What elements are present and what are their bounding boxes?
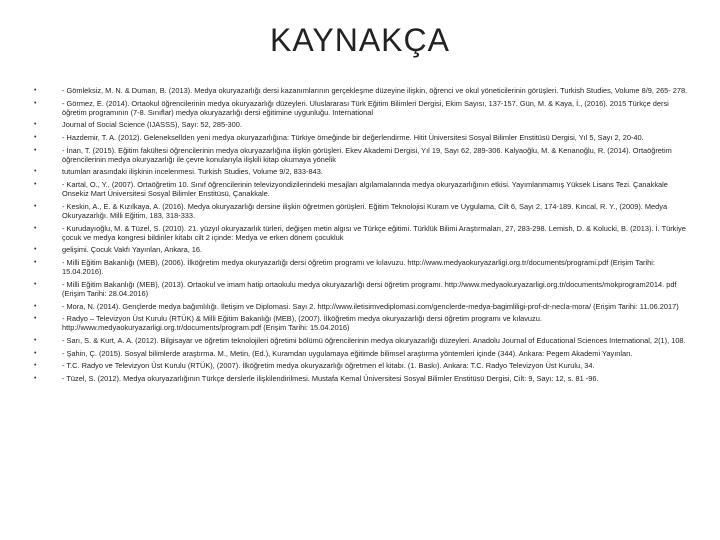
reference-item [34, 180, 694, 198]
reference-item [34, 349, 694, 358]
bullet-icon: • [34, 87, 37, 94]
reference-text: gelişimi. Çocuk Vakfı Yayınları, Ankara, 16. [62, 245, 203, 255]
reference-text: - Sarı, S. & Kurt, A. A. (2012). Bilgisayar ve öğretim teknolojileri öğretimi bölümü öğrencilerinin medya okuryazarlığı düzeyleri. Anadolu Journal of Educational Sciences International, 2(1), 108. [62, 335, 686, 345]
reference-item [34, 133, 694, 142]
reference-text: - Şahin, Ç. (2015). Sosyal bilimlerde araştırma. M., Metin, (Ed.), Kuramdan uygulamaya eğitimde bilimsel araştırma yöntemleri içinde (344). Ankara: Pegem Akademi Yayınları. [62, 348, 633, 358]
reference-text: - Milli Eğitim Bakanlığı (MEB), (2006). İlköğretim medya okuryazarlığı dersi öğretim programı ve kılavuzu. http://www.medyaokuryazarligi.org.tr/documents/programi.pdf (Erişim Tarihi: 15.04.2016). [62, 257, 658, 277]
reference-text: - Hazdemir, T. A. (2012). Geleneksellden yeni medya okuryazarlığına: Türkiye örneğinde bir değerlendirme. Hitit Üniversitesi Sosyal Bilimler Enstitüsü Dergisi, Yıl 5, Sayı 2, 20-40. [62, 132, 644, 142]
reference-text: - Milli Eğitim Bakanlığı (MEB), (2013). Ortaokul ve imam hatip ortaokulu medya okuryazarlığı dersi öğretim programı. http://www.medyaokuryazarligi.org.tr/documents/mokprogram2014. pdf (Erişim Tarihi: 28.04.2016) [62, 279, 679, 298]
reference-item [34, 302, 694, 311]
bullet-icon: • [34, 280, 37, 288]
reference-text: - Tüzel, S. (2012). Medya okuryazarlığının Türkçe derslerle ilişkilendirilmesi. Mustafa Kemal Üniversitesi Sosyal Bilimler Enstitüsü Dergisi, Cilt: 9, Sayı: 12, s. 81 -96. [62, 373, 599, 383]
reference-item [34, 374, 694, 383]
reference-text: - Görmez, E. (2014). Ortaokul öğrencilerinin medya okuryazarlığı düzeyleri. Uluslararası Türk Eğitim Bilimleri Dergisi, Ekim Sayısı, 137-157. Gün, M. & Kaya, İ., (2016). 2015 Türkçe dersi öğretim programının (7-8. Sınıflar) medya okuryazarlığı dersi eğitimine uygunluğu. International [62, 98, 671, 117]
page-title: KAYNAKÇA [270, 22, 450, 58]
reference-item [34, 120, 694, 129]
reference-item [34, 146, 694, 164]
reference-item [34, 86, 694, 95]
reference-text: Journal of Social Science (IJASSS), Sayı: 52, 285-300. [62, 120, 242, 130]
bullet-icon: • [34, 99, 37, 107]
reference-item [34, 258, 694, 276]
bullet-icon: • [34, 302, 37, 310]
reference-text: - Keskin, A., E. & Kızılkaya, A. (2016). Medya okuryazarlığı dersine ilişkin öğretmen görüşleri. Eğitim Teknolojisi Kuram ve Uygulama, Cilt 6, Sayı 2, 174-189. Kıncal, R. Y., (2009). Medya Okuryazarlığı. Milli Eğitim, 183, 318-333. [62, 201, 670, 220]
reference-item [34, 245, 694, 254]
bullet-icon: • [34, 180, 37, 188]
reference-item [34, 167, 694, 176]
reference-item [34, 361, 694, 370]
reference-text: - T.C. Radyo ve Televizyon Üst Kurulu (RTÜK), (2007). İlköğretim medya okuryazarlığı öğretmen el kitabı. (1. Baskı). Ankara: T.C. Radyo Televizyon Üst Kurulu, 34. [62, 361, 595, 371]
bullet-icon: • [34, 336, 37, 344]
reference-list [34, 86, 694, 386]
bullet-icon: • [34, 349, 37, 357]
reference-text: - Kartal, O., Y., (2007). Ortaöğretim 10. Sınıf öğrencilerinin televizyondizilerindeki mesajları algılamalarında medya okuryazarlığının etkisi. Yayımlanmamış Yüksek Lisans Tezi. Çanakkale Onsekiz Mart Üniversitesi Sosyal Bilimler Enstitüsü, Çanakkale. [62, 179, 670, 199]
reference-item [34, 280, 694, 298]
bullet-icon: • [34, 258, 37, 266]
bullet-icon: • [34, 374, 37, 382]
reference-item [34, 336, 694, 345]
reference-text: - Kurudayıoğlu, M. & Tüzel, S. (2010). 21. yüzyıl okuryazarlık türleri, değişen metin algısı ve Türkçe eğitimi. Türklük Bilimi Araştırmaları, 27, 283-298. Lemish, D. & Kolucki, B. (2013). İ. Türkiye çocuk ve medya kongresi bildiriler kitabı cilt 2 içinde: Medya ve erken dönem çocukluk [62, 223, 688, 242]
reference-text: - Gömleksiz, M. N. & Duman, B. (2013). Medya okuryazarlığı dersi kazanımlarının gerçekleşme düzeyine ilişkin, öğrenci ve okul yöneticilerinin görüşleri. Turkish Studies, Volume 8/9, 265- 278. [62, 86, 688, 95]
bullet-icon: • [34, 362, 37, 370]
reference-text: - İnan, T. (2015). Eğitim fakültesi öğrencilerinin medya okuryazarlığına ilişkin görüşleri. Ekev Akademi Dergisi, Yıl 19, Sayı 62, 289-306. Kalyaoğlu, M. & Kenanoğlu, R. (2014). Ortaöğretim öğrencilerinin medya okuryazarlığı ile çevre konularıyla ilişkili kitap okumaya yönelik [62, 145, 674, 164]
bullet-icon: • [34, 121, 37, 129]
reference-text: - Mora, N. (2014). Gençlerde medya bağımlılığı. İletişim ve Diplomasi. Sayı 2. http://www.iletisimvediplomasi.com/genclerde-medya-bagimliligi-prof-dr-necla-mora/ (Erişim Tarihi: 11.06.2017) [62, 301, 679, 311]
bullet-icon: • [34, 168, 37, 176]
bullet-icon: • [34, 246, 37, 254]
bullet-icon: • [34, 224, 37, 232]
reference-text: - Radyo – Televizyon Üst Kurulu (RTÜK) & Milli Eğitim Bakanlığı (MEB), (2007). İlköğretim medya okuryazarlığı dersi öğretim programı ve kılavuzu. http://www.medyaokuryazarligi.org.tr/documents/program.pdf (Erişim Tarihi: 15.04.2016) [62, 314, 544, 333]
reference-item [34, 99, 694, 117]
bullet-icon: • [34, 146, 37, 154]
reference-item [34, 314, 694, 332]
bullet-icon: • [34, 202, 37, 210]
bullet-icon: • [34, 133, 37, 141]
reference-item [34, 202, 694, 220]
reference-text: tutumları arasındaki ilişkinin incelenmesi. Turkish Studies, Volume 9/2, 833-843. [62, 167, 323, 177]
bullet-icon: • [34, 315, 37, 323]
reference-item [34, 224, 694, 242]
